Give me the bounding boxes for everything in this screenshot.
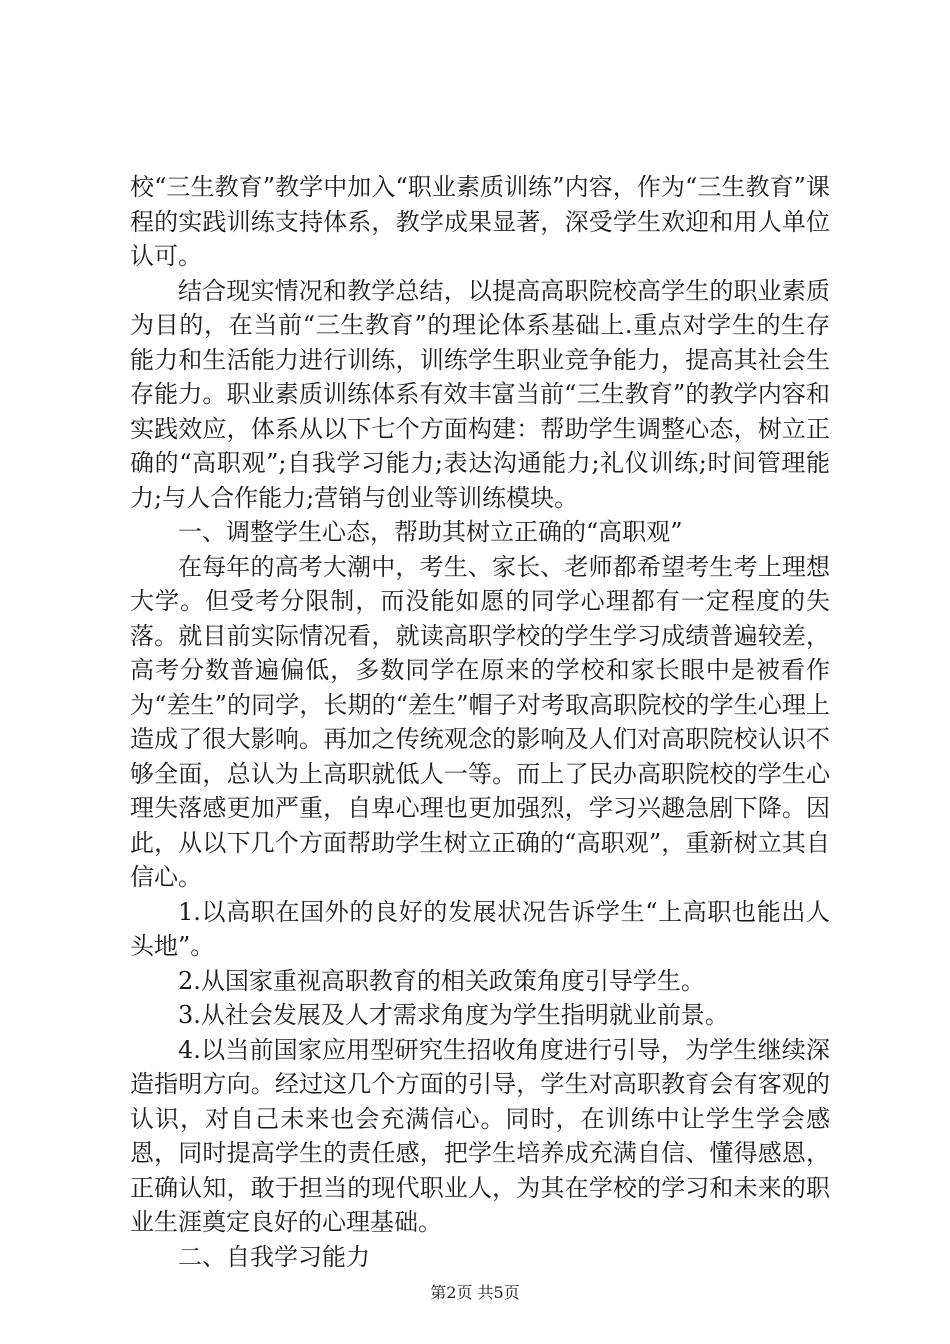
list-item-3: 3.从社会发展及人才需求角度为学生指明就业前景。 [178, 1001, 729, 1029]
document-body [130, 170, 830, 1274]
paragraph-introduction: 结合现实情况和教学总结，以提高高职院校高学生的职业素质为目的，在当前“三生教育”的理论体系基础上.重点对学生的生存能力和生活能力进行训练，训练学生职业竞争能力，提高其社会生存能力。职业素质训练体系有效丰富当前“三生教育”的教学内容和实践效应，体系从以下七个方面构建：帮助学生调整心态，树立正确的“高职观”;自我学习能力;表达沟通能力;礼仪训练;时间管理能力;与人合作能力;营销与创业等训练模块。 [130, 276, 830, 512]
list-item-2: 2.从国家重视高职教育的相关政策角度引导学生。 [178, 966, 705, 995]
list-item-1: 1.以高职在国外的良好的发展状况告诉学生“上高职也能出人头地”。 [130, 897, 830, 960]
section-heading-2: 二、自我学习能力 [178, 1242, 370, 1271]
list-item-4: 4.以当前国家应用型研究生招收角度进行引导，为学生继续深造指明方向。经过这几个方面的引导，学生对高职教育会有客观的认识，对自己未来也会充满信心。同时，在训练中让学生学会感恩，同时提高学生的责任感，把学生培养成充满自信、懂得感恩，正确认知，敢于担当的现代职业人，为其在学校的学习和未来的职业生涯奠定良好的心理基础。 [130, 1035, 830, 1236]
page-number-footer: 第2页 共5页 [430, 1283, 520, 1302]
section-heading-1: 一、调整学生心态，帮助其树立正确的“高职观” [178, 518, 683, 546]
paragraph-continuation: 校“三生教育”教学中加入“职业素质训练”内容，作为“三生教育”课程的实践训练支持体系，教学成果显著，深受学生欢迎和用人单位认可。 [130, 173, 830, 270]
paragraph-section-1: 在每年的高考大潮中，考生、家长、老师都希望考生考上理想大学。但受考分限制，而没能如愿的同学心理都有一定程度的失落。就目前实际情况看，就读高职学校的学生学习成绩普遍较差，高考分数普遍偏低，多数同学在原来的学校和家长眼中是被看作为“差生”的同学，长期的“差生”帽子对考取高职院校的学生心理上造成了很大影响。再加之传统观念的影响及人们对高职院校认识不够全面，总认为上高职就低人一等。而上了民办高职院校的学生心理失落感更加严重，自卑心理也更加强烈，学习兴趣急剧下降。因此，从以下几个方面帮助学生树立正确的“高职观”，重新树立其自信心。 [130, 552, 830, 891]
